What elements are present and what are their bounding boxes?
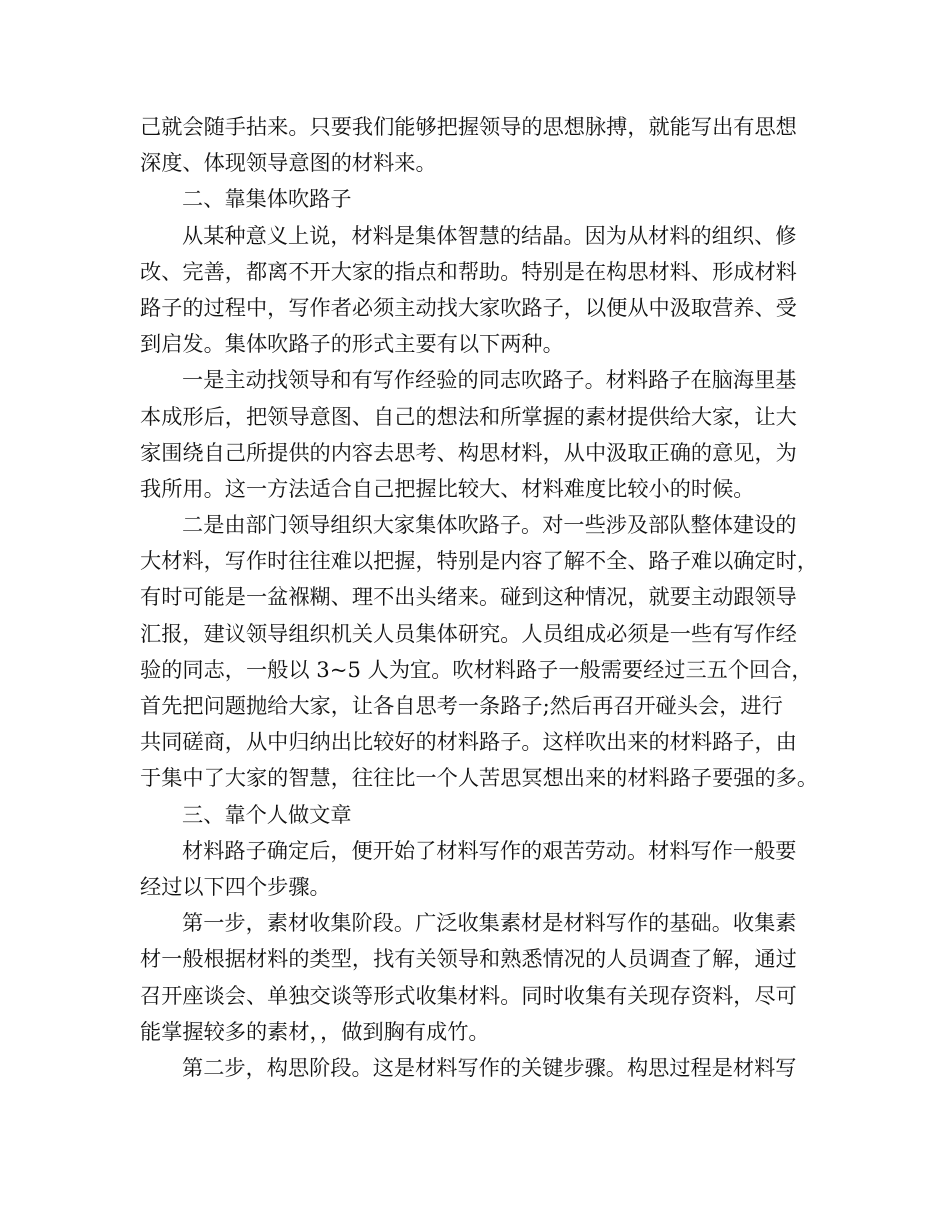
text-line-7: 到启发。集体吹路子的形式主要有以下两种。 bbox=[140, 331, 564, 357]
text-line-8: 一是主动找领导和有写作经验的同志吹路子。材料路子在脑海里基 bbox=[182, 367, 797, 393]
text-line-13: 大材料，写作时往往难以把握，特别是内容了解不全、路子难以确定时， bbox=[140, 548, 819, 574]
text-line-26: 能掌握较多的素材，，做到胸有成竹。 bbox=[140, 1018, 490, 1044]
text-line-22: 经过以下四个步骤。 bbox=[140, 873, 331, 899]
text-line-2: 深度、体现领导意图的材料来。 bbox=[140, 150, 437, 176]
text-line-5: 改、完善，都离不开大家的指点和帮助。特别是在构思材料、形成材料 bbox=[140, 258, 797, 284]
text-line-19: 于集中了大家的智慧，往往比一个人苦思冥想出来的材料路子要强的多。 bbox=[140, 765, 819, 791]
text-line-25: 召开座谈会、单独交谈等形式收集材料。同时收集有关现存资料，尽可 bbox=[140, 982, 797, 1008]
text-line-23: 第一步，素材收集阶段。广泛收集素材是材料写作的基础。收集素 bbox=[182, 910, 797, 936]
text-line-17: 首先把问题抛给大家，让各自思考一条路子;然后再召开碰头会，进行 bbox=[140, 693, 783, 718]
text-line-12: 二是由部门领导组织大家集体吹路子。对一些涉及部队整体建设的 bbox=[182, 512, 797, 538]
text-line-15: 汇报，建议领导组织机关人员集体研究。人员组成必须是一些有写作经 bbox=[140, 620, 797, 646]
text-line-9: 本成形后，把领导意图、自己的想法和所掌握的素材提供给大家，让大 bbox=[140, 403, 797, 429]
section-heading-2: 二、靠集体吹路子 bbox=[182, 186, 352, 212]
text-line-1: 己就会随手拈来。只要我们能够把握领导的思想脉搏，就能写出有思想 bbox=[140, 114, 797, 139]
text-line-6: 路子的过程中，写作者必须主动找大家吹路子，以便从中汲取营养、受 bbox=[140, 294, 797, 320]
text-line-14: 有时可能是一盆褓糊、理不出头绪来。碰到这种情况，就要主动跟领导 bbox=[140, 584, 797, 610]
text-line-18: 共同磋商，从中归纳出比较好的材料路子。这样吹出来的材料路子，由 bbox=[140, 729, 797, 755]
text-line-10: 家围绕自己所提供的内容去思考、构思材料，从中汲取正确的意见，为 bbox=[140, 439, 797, 465]
text-line-16: 验的同志，一般以 3~5 人为宜。吹材料路子一般需要经过三五个回合， bbox=[140, 656, 813, 682]
text-line-27: 第二步，构思阶段。这是材料写作的关键步骤。构思过程是材料写 bbox=[182, 1054, 797, 1080]
text-line-4: 从某种意义上说，材料是集体智慧的结晶。因为从材料的组织、修 bbox=[182, 222, 797, 248]
section-heading-3: 三、靠个人做文章 bbox=[182, 801, 352, 827]
document-body bbox=[140, 109, 830, 1086]
text-line-24: 材一般根据材料的类型，找有关领导和熟悉情况的人员调查了解，通过 bbox=[140, 946, 797, 972]
text-line-11: 我所用。这一方法适合自己把握比较大、材料难度比较小的时候。 bbox=[140, 475, 755, 501]
text-line-21: 材料路子确定后，便开始了材料写作的艰苦劳动。材料写作一般要 bbox=[182, 837, 797, 863]
